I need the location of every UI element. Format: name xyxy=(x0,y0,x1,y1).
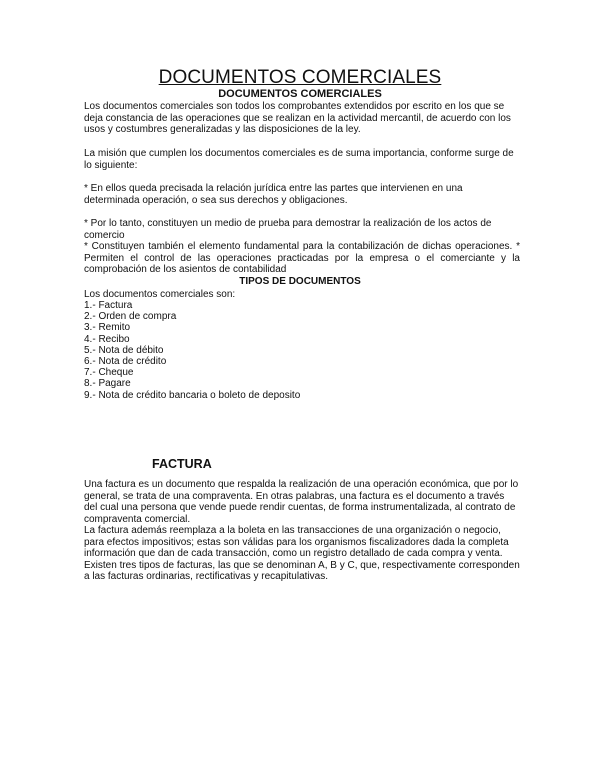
list-item: 3.- Remito xyxy=(84,322,131,334)
factura-paragraph-3: Existen tres tipos de facturas, las que se denominan A, B y C, que, respectivamente corresponden a las facturas ordinarias, rectificativas y recapitulativas. xyxy=(84,559,520,582)
bullet-1: * En ellos queda precisada la relación jurídica entre las partes que intervienen en una determinada operación, o sea sus derechos y obligaciones. xyxy=(84,183,463,206)
document-title: DOCUMENTOS COMERCIALES xyxy=(158,67,442,88)
factura-heading: FACTURA xyxy=(152,457,212,471)
types-heading: TIPOS DE DOCUMENTOS xyxy=(239,276,361,287)
list-item: 6.- Nota de crédito xyxy=(84,356,167,368)
bullet-3: * Constituyen también el elemento fundamental para la contabilización de dichas operaciones. * Permiten el control de las operaciones practicadas por la empresa o el comerciante y la comprobación de los asientos de contabilidad xyxy=(84,241,520,275)
mission-paragraph: La misión que cumplen los documentos comerciales es de suma importancia, conforme surge de lo siguiente: xyxy=(84,148,514,171)
factura-paragraph-2: La factura además reemplaza a la boleta en las transacciones de una organización o negocio, para efectos impositivos; estas son válidas para los organismos fiscalizadores dada la completa información que dan de cada transacción, como un registro detallado de cada compra y venta. xyxy=(84,525,509,559)
bullet-1-block xyxy=(84,183,520,206)
mission-paragraph-block xyxy=(84,148,520,171)
bullet-3-block xyxy=(84,241,520,276)
list-item: 4.- Recibo xyxy=(84,333,130,345)
list-item: 5.- Nota de débito xyxy=(84,344,164,356)
types-intro: Los documentos comerciales son: xyxy=(84,289,236,300)
types-intro-block xyxy=(84,289,520,301)
intro-paragraph-block xyxy=(84,101,520,136)
list-item: 2.- Orden de compra xyxy=(84,311,177,323)
bullet-2-block xyxy=(84,218,520,241)
factura-paragraph-1: Una factura es un documento que respalda la realización de una operación económica, que por lo general, se trata de una compraventa. En otras palabras, una factura es el documento a través del cual una persona que vende puede rendir cuentas, de forma instrumentalizada, al contrato de compraventa comercial. xyxy=(84,479,519,525)
list-item: 9.- Nota de crédito bancaria o boleto de deposito xyxy=(84,389,301,401)
bullet-2: * Por lo tanto, constituyen un medio de prueba para demostrar la realización de los actos de comercio xyxy=(84,218,492,241)
document-subtitle: DOCUMENTOS COMERCIALES xyxy=(218,88,382,100)
list-item: 8.- Pagare xyxy=(84,378,131,390)
list-item: 1.- Factura xyxy=(84,300,133,311)
list-item: 7.- Cheque xyxy=(84,367,134,379)
types-list xyxy=(84,300,520,401)
intro-paragraph: Los documentos comerciales son todos los comprobantes extendidos por escrito en los que se deja constancia de las operaciones que se realizan en la actividad mercantil, de acuerdo con los usos y costumbres generalizadas y las disposiciones de la ley. xyxy=(84,101,511,135)
factura-body-block xyxy=(84,479,520,583)
